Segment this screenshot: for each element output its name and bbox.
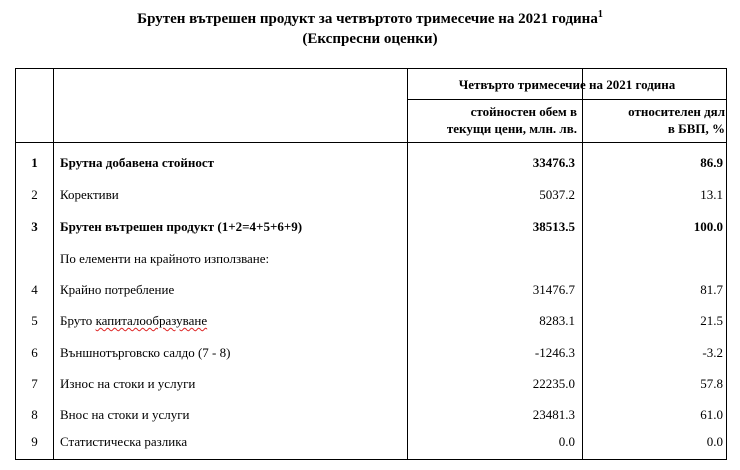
page-subtitle: (Експресни оценки) [302,31,438,47]
row-label: Брутна добавена стойност [60,155,215,170]
row-value: 33476.3 [532,155,575,170]
row-value: 31476.7 [532,282,575,297]
row-number: 3 [31,219,38,234]
header-group-label: Четвърто тримесечие на 2021 година [458,77,676,92]
footnote-marker: 1 [597,9,603,20]
row-share: 100.0 [693,219,723,234]
row-number: 2 [31,187,38,202]
header-value-column [407,103,577,137]
row-share: 0.0 [706,434,723,449]
table-row [16,153,726,173]
row-share: 86.9 [700,155,723,170]
row-number: 5 [31,313,38,328]
row-label: Брутен вътрешен продукт (1+2=4+5+6+9) [60,219,303,234]
table-row [16,311,726,331]
table-row [16,217,726,237]
row-label: Външнотърговско салдо (7 - 8) [60,345,231,360]
table-section-heading [16,249,726,269]
table-row [16,280,726,300]
table-row [16,432,726,452]
title-text: Брутен вътрешен продукт за четвъртото тримесечие на 2021 година [137,11,598,27]
header-value-line: стойностен обем в [470,104,577,119]
header-share-line: в БВП, % [667,121,725,136]
row-label: Износ на стоки и услуги [60,376,196,391]
table-row [16,343,726,363]
row-share: 13.1 [700,187,723,202]
header-share-line: относителен дял [628,104,725,119]
row-label-part: Бруто [60,313,96,328]
row-label [60,311,207,331]
row-label: Статистическа разлика [60,434,188,449]
header-divider [16,142,726,143]
row-value: -1246.3 [534,345,575,360]
row-label: По елементи на крайното използване: [60,251,270,266]
header-share-column [582,103,725,137]
row-label: Корективи [60,187,119,202]
row-label: Внос на стоки и услуги [60,407,190,422]
row-share: 21.5 [700,313,723,328]
table-row [16,405,726,425]
row-share: 61.0 [700,407,723,422]
row-value: 0.0 [558,434,575,449]
row-share: 57.8 [700,376,723,391]
row-label-spellcheck: капиталообразуване [95,313,208,328]
row-value: 5037.2 [539,187,575,202]
table-row [16,185,726,205]
row-share: -3.2 [702,345,723,360]
row-value: 38513.5 [532,219,575,234]
header-divider [407,99,726,100]
row-number: 4 [31,282,38,297]
table-row [16,374,726,394]
row-value: 8283.1 [539,313,575,328]
row-number: 1 [31,155,38,170]
page-title [0,9,740,29]
row-share: 81.7 [700,282,723,297]
row-label: Крайно потребление [60,282,175,297]
row-number: 9 [31,434,38,449]
row-value: 22235.0 [532,376,575,391]
row-value: 23481.3 [532,407,575,422]
gdp-table [15,68,727,460]
row-number: 7 [31,376,38,391]
row-number: 6 [31,345,38,360]
header-value-line: текущи цени, млн. лв. [446,121,577,136]
row-number: 8 [31,407,38,422]
